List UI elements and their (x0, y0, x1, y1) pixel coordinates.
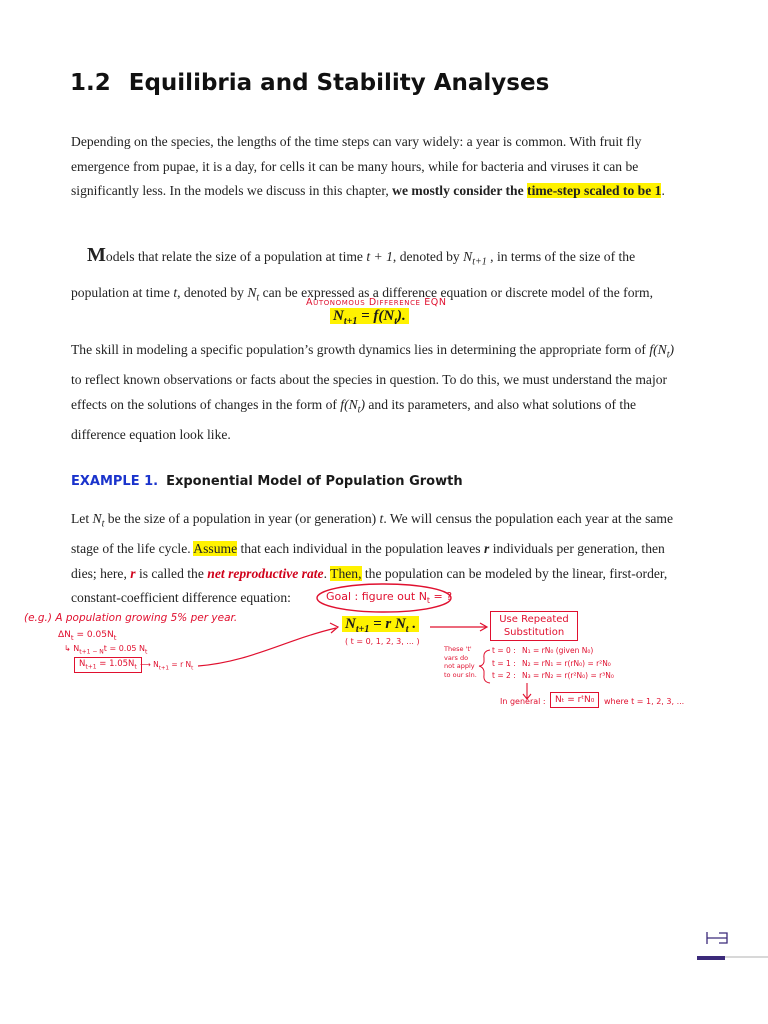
step-note: ↳ $N_{t+1 - N}t = 0.05$ $N_t$ (64, 644, 148, 656)
math-sub: t (666, 349, 670, 361)
note-text: t = 0 : (492, 646, 516, 655)
note-text: ΔN (58, 630, 71, 640)
note-text: N₂ = rN₁ = r(rN₀) = r²N₀ (522, 658, 611, 668)
math-expr: t + 1 (366, 249, 393, 264)
text-span: . (323, 565, 331, 581)
math-sub: t (405, 624, 409, 635)
text-span: and its parameters, and also what solutions of the (364, 396, 637, 412)
note-text: = 1.05N (96, 659, 135, 669)
note-text: N₁ = rN₀ (given N₀) (522, 646, 594, 655)
note-sub: t (113, 633, 117, 642)
substitution-row (492, 670, 614, 683)
math-var: N (333, 308, 344, 324)
text-span: the population can be modeled by the linear, first-order, (361, 565, 668, 581)
highlighted-text: Assume (193, 541, 238, 557)
text-span: The skill in modeling a specific population’s growth dynamics lies in determining the appropriate form of (71, 342, 650, 357)
general-solution-box: Nₜ = rᵗN₀ (550, 692, 599, 708)
section-title: Equilibria and Stability Analyses (128, 70, 550, 96)
math-var: r (484, 541, 490, 557)
note-sub: t (191, 665, 194, 672)
note-sub: t+1 − N (79, 648, 104, 656)
equation-domain-note: ( t = 0, 1, 2, 3, ... ) (345, 637, 420, 646)
page-nav-icon[interactable] (705, 930, 729, 946)
note-text: t = 0.05 N (103, 644, 146, 653)
note-text: not apply (444, 662, 475, 670)
math-var: N (247, 284, 257, 300)
note-text: = r N (169, 660, 192, 669)
text-line: Depending on the species, the lengths of the time steps can vary widely: a year is common. With fruit fly (71, 134, 642, 149)
math-expr: f(N (340, 396, 358, 412)
math-sub: t (394, 316, 397, 327)
text-span: dies; here, (71, 565, 131, 581)
math-var: r (130, 565, 136, 581)
note-sub: t+1 (85, 663, 97, 671)
text-span: individuals per generation, then (489, 541, 665, 557)
repeated-substitution-box (490, 611, 578, 641)
math-sub: t (357, 404, 361, 416)
text-span: be the size of a population in year (or generation) (104, 511, 380, 526)
math-sub: t (256, 292, 260, 304)
text-span: significantly less. In the models we discuss in this chapter, (71, 183, 393, 198)
example-note: (e.g.) A population growing 5% per year. (24, 612, 238, 624)
math-expr: f(N (649, 342, 667, 357)
note-text: t = 2 : (492, 671, 516, 680)
text-span: odels that relate the size of a population at time (105, 249, 367, 264)
math-expr: ) (360, 396, 365, 412)
math-var: N (463, 249, 473, 264)
text-line: emergence from pupae, it is a day, for cells it can be many hours, while for bacteria and viruses it can be (71, 158, 639, 174)
note-text: t = 1 : (492, 658, 516, 668)
note-text: N (79, 659, 86, 669)
text-span: . We will census the population each year at the same (383, 511, 674, 526)
text-span: stage of the life cycle. (71, 541, 194, 557)
text-span: . (661, 183, 665, 198)
math-sub: t+1 (343, 316, 358, 327)
drop-cap: M (87, 244, 106, 266)
math-var: t (173, 284, 178, 300)
note-text: to our sln. (444, 670, 477, 679)
math-sub: t+1 (355, 624, 370, 635)
note-text: = ? (430, 590, 453, 603)
text-line: to reflect known observations or facts about the species in question. To do this, we must understand the major (71, 372, 668, 388)
math-var: N (92, 511, 102, 526)
general-solution-where: where t = 1, 2, 3, ... (604, 697, 685, 706)
text-line: constant-coefficient difference equation: (71, 590, 291, 606)
text-span: population at time (71, 284, 174, 300)
equation-annotation: Autonomous Difference EQN (306, 297, 447, 308)
math-expr: = r N (369, 616, 406, 632)
substitution-row (492, 658, 614, 671)
highlighted-text: time-step scaled to be 1 (527, 183, 662, 198)
text-span: Let (71, 511, 93, 526)
note-sub: t (70, 633, 74, 642)
text-span: is called the (135, 565, 208, 581)
math-expr: . (408, 616, 417, 632)
section-number: 1.2 (70, 70, 111, 96)
text-span: , in terms of the size of the (486, 249, 636, 264)
note-text: N (73, 644, 80, 653)
note-text: Goal : figure out N (326, 590, 427, 603)
math-expr: ) (669, 342, 675, 357)
general-solution-label: In general : (500, 697, 546, 706)
note-sub: t (426, 596, 431, 606)
text-span: , denoted by (177, 284, 248, 300)
substitution-rows (492, 645, 614, 683)
highlighted-text: Then, (330, 565, 362, 581)
math-var: t (379, 511, 384, 526)
text-span: that each individual in the population leaves (237, 541, 484, 557)
example-title: Exponential Model of Population Growth (166, 474, 463, 489)
footer-accent (697, 956, 725, 960)
bold-text: we mostly consider the (392, 183, 528, 198)
substitution-row (492, 645, 614, 658)
note-text: N (153, 660, 159, 669)
math-sub: t+1 (472, 256, 487, 268)
note-text: vars do (444, 653, 469, 662)
math-var: N (345, 616, 356, 632)
note-sub: t+1 (158, 665, 170, 672)
side-note (444, 645, 477, 679)
text-span: can be expressed as a difference equation or discrete model of the form, (259, 284, 653, 300)
note-text: These 't' (444, 645, 472, 653)
note-sub: t (145, 648, 148, 656)
text-span: , denoted by (392, 249, 464, 264)
note-sub: t (134, 663, 137, 671)
math-expr: = f(N (357, 308, 395, 324)
text-line: difference equation look like. (71, 426, 231, 442)
math-expr: ). (396, 308, 406, 324)
text-span: effects on the solutions of changes in the form of (71, 396, 341, 412)
term-net-reproductive-rate: net reproductive rate (207, 565, 324, 581)
note-text: Substitution (503, 627, 565, 638)
note-text: N₃ = rN₂ = r(r²N₀) = r³N₀ (522, 671, 614, 680)
note-text: = 0.05N (73, 630, 114, 640)
example-label: EXAMPLE 1. (71, 474, 159, 489)
note-text: Use Repeated (499, 614, 569, 625)
arrow-target-note: ⟶ $N_{t+1} = r$ $N_t$ (140, 660, 194, 672)
math-sub: t (101, 518, 105, 530)
